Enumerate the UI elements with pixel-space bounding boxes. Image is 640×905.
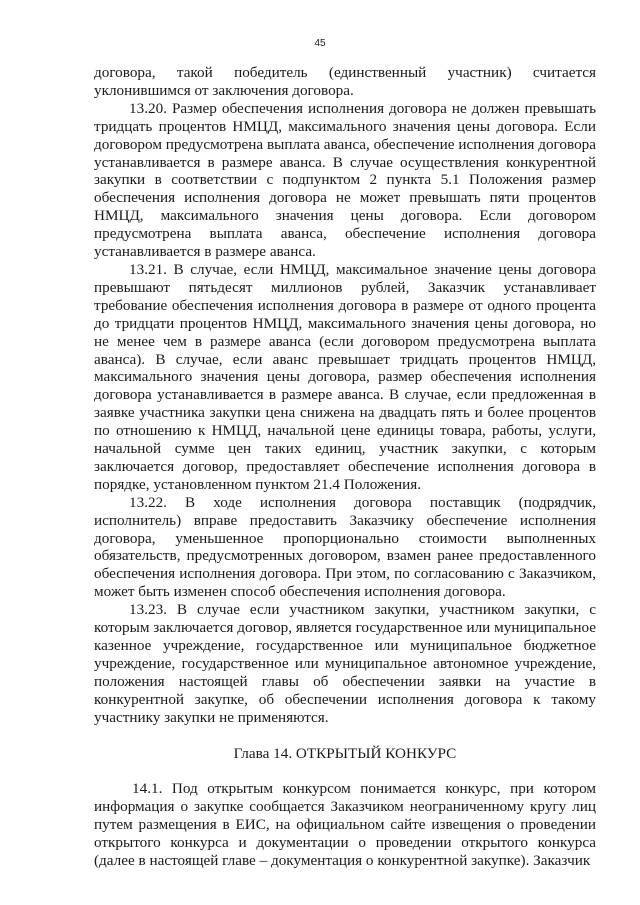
paragraph-13-21: 13.21. В случае, если НМЦД, максимальное значение цены договора превышают пятьдесят миллионов рублей, Заказчик устанавливает требование обеспечения исполнения договора в размере от одного процента до тридцати процентов НМЦД, максимального значения цены договора, но не менее чем в размере аванса (если договором предусмотрена выплата аванса). В случае, если аванс превышает тридцать процентов НМЦД, максимального значения цены договора, размер обеспечения исполнения договора устанавливается в размере аванса. В случае, если предложенная в заявке участника закупки цена снижена на двадцать пять и более процентов по отношению к НМЦД, начальной цене единицы товара, работы, услуги, начальной сумме цен таких единиц, участник закупки, с которым заключается договор, предоставляет обеспечение исполнения договора в порядке, установленном пунктом 21.4 Положения. xyxy=(94,260,596,493)
chapter-title: Глава 14. ОТКРЫТЫЙ КОНКУРС xyxy=(233,744,457,762)
paragraph-13-20: 13.20. Размер обеспечения исполнения договора не должен превышать тридцать процентов НМЦД, максимального значения цены договора. Если договором предусмотрена выплата аванса, обеспечение исполнения договора устанавливается в размере аванса. В случае осуществления конкурентной закупки в соответствии с подпунктом 2 пункта 5.1 Положения размер обеспечения исполнения договора не может превышать пяти процентов НМЦД, максимального значения цены договора. Если договором предусмотрена выплата аванса, обеспечение исполнения договора устанавливается в размере аванса. xyxy=(94,99,596,261)
paragraph-13-22: 13.22. В ходе исполнения договора поставщик (подрядчик, исполнитель) вправе предоставить Заказчику обеспечение исполнения договора, уменьшенное пропорционально стоимости выполненных обязательств, предусмотренных договором, взамен ранее предоставленного обеспечения исполнения договора. При этом, по согласованию с Заказчиком, может быть изменен способ обеспечения исполнения договора. xyxy=(94,493,596,601)
paragraph-13-23: 13.23. В случае если участником закупки, участником закупки, с которым заключается договор, является государственное или муниципальное казенное учреждение, государственное или муниципальное бюджетное учреждение, государственное или муниципальное автономное учреждение, положения настоящей главы об обеспечении заявки на участие в конкурентной закупке, об обеспечении исполнения договора к такому участнику закупки не применяются. xyxy=(94,601,596,726)
page-number: 45 xyxy=(314,38,326,49)
document-body xyxy=(94,64,596,870)
paragraph-continuation: договора, такой победитель (единственный участник) считается уклонившимся от заключения договора. xyxy=(94,64,596,99)
paragraph-14-1: 14.1. Под открытым конкурсом понимается конкурс, при котором информация о закупке сообщается Заказчиком неограниченному кругу лиц путем размещения в ЕИС, на официальном сайте извещения о проведении открытого конкурса и документации о проведении открытого конкурса (далее в настоящей главе – документация о конкурентной закупке). Заказчик xyxy=(94,780,596,870)
